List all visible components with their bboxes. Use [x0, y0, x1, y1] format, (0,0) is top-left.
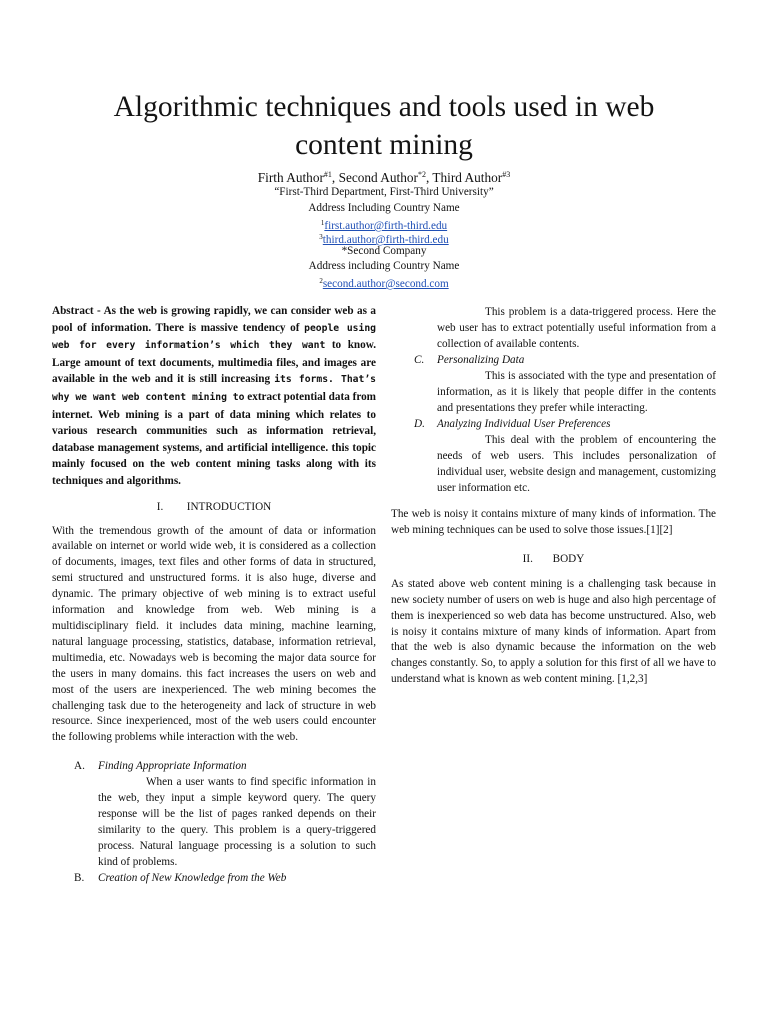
subsection-b-heading	[52, 871, 376, 887]
subsection-b-text	[391, 304, 716, 352]
subsection-c-body: This is associated with the type and presentation of information, as it is likely that people differ in the contents and presentations they prefer while interacting.	[437, 370, 716, 414]
body-text: As stated above web content mining is a challenging task because in new society number of users on web is huge and also high percentage of them is inexperienced so web data has become unstructured. Also, web is noisy it contains mixture of many kinds of information. Apart from that the web is also dynamic because the information on the web changes constantly. So, to apply a solution for this first of all we have to understand what is known as web content mining. [1,2,3]	[391, 577, 716, 686]
author-2-mark: *2	[417, 170, 426, 179]
author-1-mark: #1	[323, 170, 332, 179]
email-1-mark: 1	[320, 219, 325, 227]
subsection-a-text	[52, 775, 376, 870]
section-title: BODY	[552, 552, 585, 565]
paper-title	[40, 88, 728, 164]
subsection-a-title: Finding Appropriate Information	[98, 760, 247, 773]
subsection-d-heading	[391, 416, 716, 432]
email-3-link[interactable]: third.author@firth-third.edu	[322, 234, 449, 246]
section-heading-introduction	[52, 499, 376, 515]
section-title: INTRODUCTION	[186, 500, 272, 513]
right-column	[391, 304, 716, 688]
email-3-mark: 3	[319, 233, 323, 241]
subsection-c-title: Personalizing Data	[437, 354, 525, 366]
subsection-b-body: This problem is a data-triggered process. Here the web user has to extract potentially useful information from a collection of available contents.	[437, 306, 716, 350]
title-line-1: Algorithmic techniques and tools used in web	[113, 91, 655, 123]
section-heading-body	[391, 551, 716, 567]
subsection-c-heading	[391, 352, 716, 368]
left-column	[52, 303, 376, 886]
abstract-part-3: extract potential data from internet. Web mining is a part of data mining which relates to various research communities such as information retrieval, database management systems, and artificial intelligence. this topic mainly focused on the web content mining tasks along with its techniques and algorithms.	[52, 390, 376, 487]
author-3: Third Author	[432, 170, 503, 185]
subsection-d-body: This deal with the problem of encountering the needs of web users. This includes personalization of individual user, website design and management, customizing user information etc.	[437, 434, 716, 494]
subsection-d-title: Analyzing Individual User Preferences	[437, 418, 611, 430]
subsection-c-letter: C.	[414, 354, 425, 366]
subsection-b-title: Creation of New Knowledge from the Web	[98, 871, 287, 884]
email-1-link[interactable]: first.author@firth-third.edu	[324, 220, 448, 232]
subsection-d-letter: D.	[414, 418, 425, 430]
author-separator-2: ,	[425, 170, 433, 185]
subsection-c-text	[391, 368, 716, 416]
abstract-mono-2: its forms. That’s why we want web content mining to	[52, 374, 377, 403]
affiliation-company: *Second Company	[341, 245, 427, 257]
affiliation-department: “First-Third Department, First-Third University”	[274, 186, 494, 198]
email-2-mark: 2	[319, 277, 323, 285]
subsection-a-heading	[52, 759, 376, 775]
subsection-d-text	[391, 432, 716, 496]
abstract-mono-1: people using web for every information’s which they want	[52, 322, 376, 352]
section-number: II.	[522, 552, 533, 565]
author-2: Second Author	[338, 170, 418, 185]
title-line-2: content mining	[295, 129, 473, 161]
noisy-web-paragraph: The web is noisy it contains mixture of many kinds of information. The web mining techniques can be used to solve those issues.[1][2]	[391, 508, 716, 536]
email-2-line	[0, 274, 768, 291]
subsection-a-letter: A.	[74, 760, 85, 773]
abstract	[52, 303, 376, 490]
subsection-a-body: When a user wants to find specific information in the web, they input a simple keyword query. The query response will be the list of pages ranked depends on their similarity to the query. This problem is a query-triggered process. Natural language processing is a solution to such kind of problems.	[98, 776, 376, 868]
abstract-part-1: Abstract - As the web is growing rapidly, we can consider web as a pool of information. There is massive tendency of	[52, 305, 376, 334]
author-separator-1: ,	[331, 170, 339, 185]
subsection-b-letter: B.	[74, 871, 85, 884]
affiliation-address-2: Address including Country Name	[308, 260, 460, 272]
section-number: I.	[156, 500, 164, 513]
affiliation-address-1: Address Including Country Name	[308, 202, 460, 214]
email-2-link[interactable]: second.author@second.com	[322, 278, 449, 290]
author-3-mark: #3	[502, 170, 511, 179]
introduction-text: With the tremendous growth of the amount of data or information available on internet or world wide web, it is considered as a collection of documents, images, text files and other forms of data in structured, semi structured and unstructured forms. it is also huge, diverse and dynamic. The primary objective of web mining is to extract useful information and knowledge from web. Web mining is a multidisciplinary field. it includes data mining, machine learning, natural language processing, statistics, database, information retrieval, multimedia, etc. Nowadays web is becoming the major data source for the users in many domains. this fact increases the users on web and most of the users are inexperienced. The web mining becomes the challenging task due to the heterogeneity and lack of structure in web resource. Since inexperienced, most of the web users could encounter the following problems while interaction with the web.	[52, 524, 376, 744]
author-line	[0, 166, 768, 186]
author-1: Firth Author	[257, 170, 324, 185]
abstract-part-2: to know. Large amount of text documents, multimedia files, and images are available in the web and it is still increasing	[52, 339, 376, 386]
